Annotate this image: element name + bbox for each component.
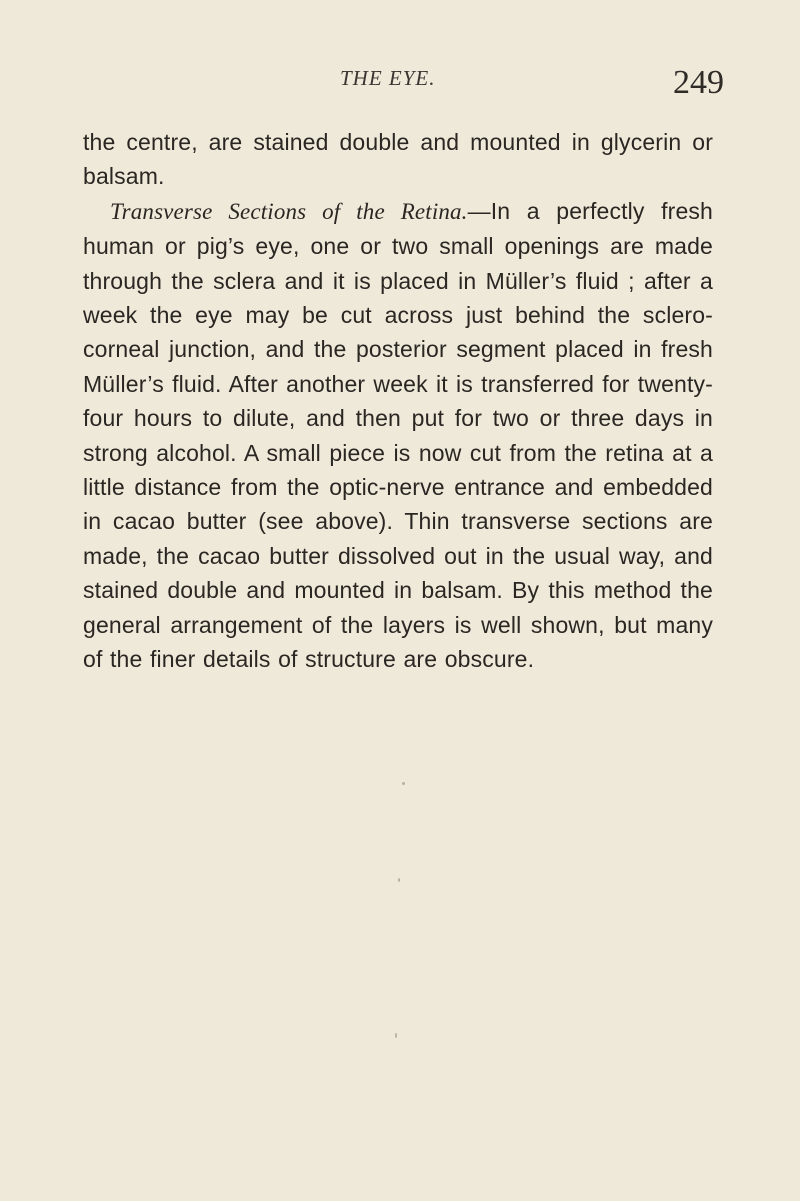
page-number: 249: [673, 64, 724, 101]
running-head: THE EYE.: [340, 66, 436, 90]
paper-speck: [395, 1033, 397, 1038]
paragraph-body: —In a perfectly fresh human or pig’s eye, one or two small openings are made through the sclera and it is placed in Müller’s fluid ; after a week the eye may be cut across just behind the sclero-corneal junction, and the posterior segment placed in fresh Müller’s fluid. After another week it is transferred for twenty-four hours to dilute, and then put for two or three days in strong alcohol. A small piece is now cut from the retina at a little distance from the optic-nerve entrance and embedded in cacao butter (see above). Thin transverse sections are made, the cacao butter dissolved out in the usual way, and stained double and mounted in balsam. By this method the general arrangement of the layers is well shown, but many of the finer details of structure are obscure.: [83, 197, 713, 673]
paragraph-continuation: the centre, are stained double and mounted in glycerin or balsam.: [83, 129, 713, 190]
paper-speck: [402, 782, 405, 785]
body-text: [83, 125, 713, 677]
paper-speck: [398, 878, 400, 882]
section-heading: Transverse Sections of the Retina.: [110, 198, 468, 224]
paragraph-retina-sections: [83, 194, 713, 677]
